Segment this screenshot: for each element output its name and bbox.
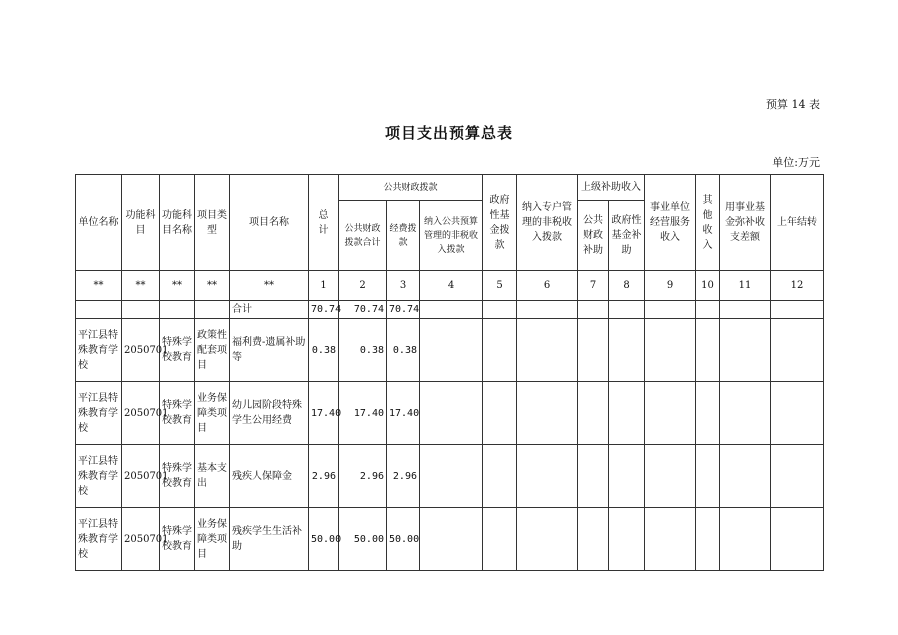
- index-cell: 6: [517, 271, 578, 301]
- col-project-name: 项目名称: [230, 175, 309, 271]
- funds-cell: 17.40: [387, 382, 420, 445]
- col-budget-nontax: 纳入公共预算管理的非税收入拨款: [420, 201, 483, 271]
- col-gov-fund: 政府性基金拨款: [483, 175, 517, 271]
- index-cell: 12: [771, 271, 824, 301]
- unit-label: 单位:万元: [772, 156, 820, 169]
- public-finance-cell: 50.00: [339, 508, 387, 571]
- col-funds: 经费拨款: [387, 201, 420, 271]
- func-name-cell: 特殊学校教育: [160, 382, 195, 445]
- index-cell: 7: [578, 271, 609, 301]
- index-cell: 3: [387, 271, 420, 301]
- func-name-cell: 特殊学校教育: [160, 508, 195, 571]
- func-code-cell: 2050701: [122, 382, 160, 445]
- table-row: [76, 319, 824, 382]
- funds-cell: 2.96: [387, 445, 420, 508]
- index-cell: 11: [720, 271, 771, 301]
- func-name-cell: 特殊学校教育: [160, 445, 195, 508]
- total-cell: 2.96: [309, 445, 339, 508]
- table-code: 预算 14 表: [766, 98, 820, 111]
- project-type-cell: 业务保障类项目: [195, 382, 230, 445]
- total-public-finance: 70.74: [339, 301, 387, 319]
- project-type-cell: 业务保障类项目: [195, 508, 230, 571]
- index-cell: 8: [609, 271, 645, 301]
- col-public-finance: 公共财政拨款: [339, 175, 483, 201]
- funds-cell: 50.00: [387, 508, 420, 571]
- index-cell: 2: [339, 271, 387, 301]
- index-cell: **: [230, 271, 309, 301]
- table-row: [76, 445, 824, 508]
- project-type-cell: 基本支出: [195, 445, 230, 508]
- table-row: [76, 508, 824, 571]
- index-row: [76, 271, 824, 301]
- index-cell: **: [160, 271, 195, 301]
- project-name-cell: 残疾人保障金: [230, 445, 309, 508]
- project-name-cell: 幼儿园阶段特殊学生公用经费: [230, 382, 309, 445]
- index-cell: **: [122, 271, 160, 301]
- project-name-cell: 福利费-遗属补助等: [230, 319, 309, 382]
- func-code-cell: 2050701: [122, 445, 160, 508]
- func-name-cell: 特殊学校教育: [160, 319, 195, 382]
- unit-name-cell: 平江县特殊教育学校: [76, 319, 122, 382]
- funds-cell: 0.38: [387, 319, 420, 382]
- col-other-income: 其他收入: [696, 175, 720, 271]
- func-code-cell: 2050701: [122, 319, 160, 382]
- index-cell: 9: [645, 271, 696, 301]
- table-row: [76, 382, 824, 445]
- public-finance-cell: 0.38: [339, 319, 387, 382]
- col-upper-subsidy: 上级补助收入: [578, 175, 645, 201]
- project-type-cell: 政策性配套项目: [195, 319, 230, 382]
- total-cell: 0.38: [309, 319, 339, 382]
- public-finance-cell: 2.96: [339, 445, 387, 508]
- col-reserve-fund: 用事业基金弥补收支差额: [720, 175, 771, 271]
- unit-name-cell: 平江县特殊教育学校: [76, 508, 122, 571]
- col-total: 总 计: [309, 175, 339, 271]
- public-finance-cell: 17.40: [339, 382, 387, 445]
- index-cell: 4: [420, 271, 483, 301]
- col-unit-name: 单位名称: [76, 175, 122, 271]
- col-project-type: 项目类型: [195, 175, 230, 271]
- total-cell: 50.00: [309, 508, 339, 571]
- page-title: 项目支出预算总表: [384, 124, 513, 142]
- total-cell: 17.40: [309, 382, 339, 445]
- index-cell: 5: [483, 271, 517, 301]
- project-name-cell: 残疾学生生活补助: [230, 508, 309, 571]
- col-last-year: 上年结转: [771, 175, 824, 271]
- col-upper-public: 公共财政补助: [578, 201, 609, 271]
- total-row: [76, 301, 824, 319]
- func-code-cell: 2050701: [122, 508, 160, 571]
- total-label: 合计: [230, 301, 309, 319]
- col-public-finance-total: 公共财政拨款合计: [339, 201, 387, 271]
- col-func-code: 功能科目: [122, 175, 160, 271]
- col-func-name: 功能科目名称: [160, 175, 195, 271]
- col-upper-gov: 政府性基金补助: [609, 201, 645, 271]
- col-business-income: 事业单位经营服务收入: [645, 175, 696, 271]
- unit-name-cell: 平江县特殊教育学校: [76, 445, 122, 508]
- index-cell: **: [76, 271, 122, 301]
- index-cell: 10: [696, 271, 720, 301]
- index-cell: **: [195, 271, 230, 301]
- index-cell: 1: [309, 271, 339, 301]
- total-value: 70.74: [309, 301, 339, 319]
- col-special-nontax: 纳入专户管理的非税收入拨款: [517, 175, 578, 271]
- total-funds: 70.74: [387, 301, 420, 319]
- budget-table: [75, 174, 824, 571]
- unit-name-cell: 平江县特殊教育学校: [76, 382, 122, 445]
